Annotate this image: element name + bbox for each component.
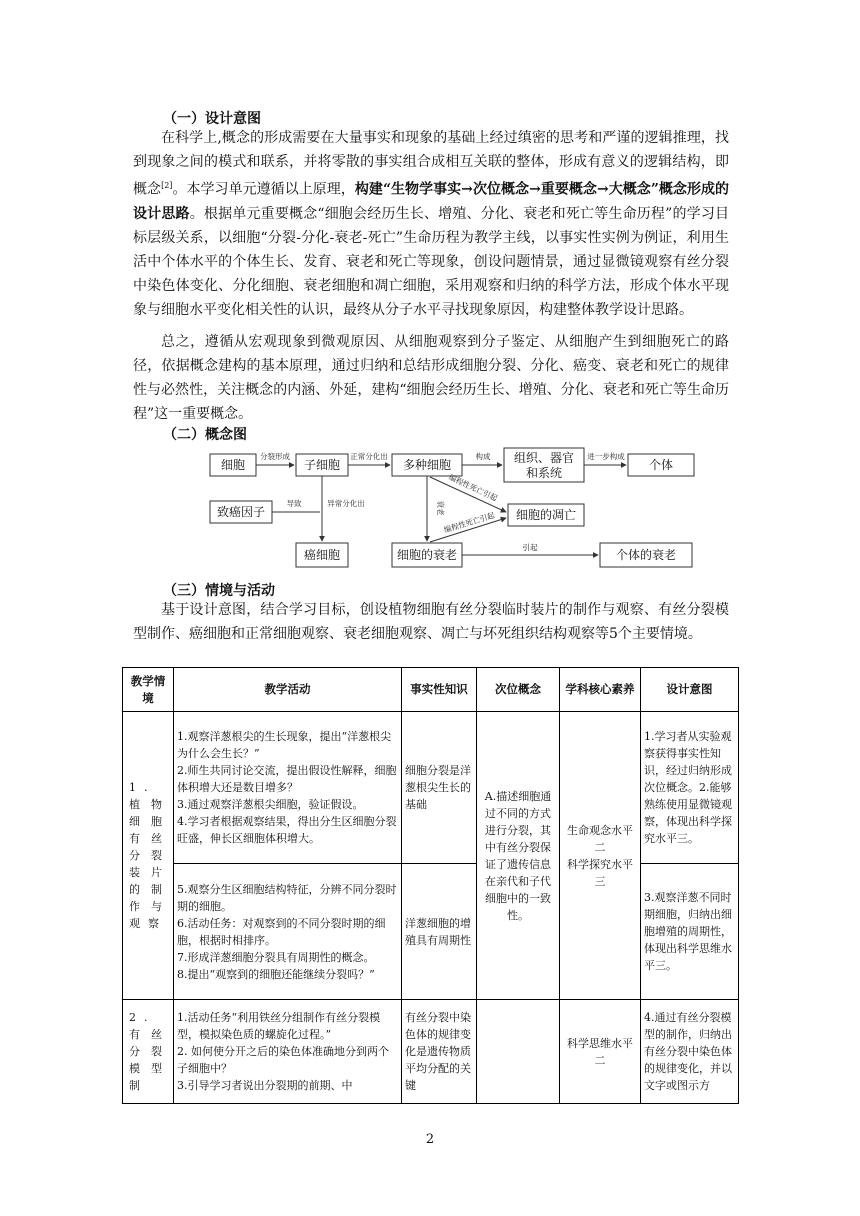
cell-intent-2: 4.通过有丝分裂模型的制作，归纳出有丝分裂中染色体的规律变化，并以文字或图示方 [641, 1000, 739, 1104]
activity-item: 8.提出“观察到的细胞还能继续分裂吗？” [177, 967, 375, 981]
design-intent-paragraph-1 [133, 126, 729, 322]
node-label-individual: 个体 [648, 458, 674, 472]
edge-label-further-compose: 进一步构成 [587, 452, 625, 461]
section-heading-design-intent: （一）设计意图 [163, 111, 261, 127]
node-label-many: 多种细胞 [402, 458, 452, 472]
header-intent: 设计意图 [641, 668, 739, 712]
cell-subconcept-1: A.描述细胞通过不同的方式进行分裂，其中有丝分裂保证了遗传信息在亲代和子代细胞中的一致性。 [477, 712, 560, 1000]
concept-map [208, 446, 698, 572]
citation-ref: [2] [161, 181, 173, 190]
page-number: 2 [425, 1132, 435, 1147]
cell-situation-2: 2. 有丝分裂模型制 [123, 1000, 174, 1104]
activity-item: 2. 如何使分开之后的染色体准确地分到两个子细胞中？ [177, 1045, 389, 1075]
para1-text-a: 在科学上,概念的形成需要在大量事实和现象的基础上经过缜密的思考和严谨的逻辑推理，找到现象之间的模式和联系，并将零散的事实组合成相互关联的整体，形成有意义的逻辑结构，即概念 [133, 130, 729, 198]
para1-text-b: 。本学习单元遵循以上原理， [172, 181, 355, 198]
table-row [123, 712, 739, 864]
header-literacy: 学科核心素养 [560, 668, 641, 712]
cell-intent-1a: 1.学习者从实验观察获得事实性知识，经过归纳形成次位概念。2.能够熟练使用显微镜观察，体现出科学探究水平三。 [641, 712, 739, 864]
section-heading-situations: （三）情境与活动 [163, 583, 275, 599]
edge-label-normal-diff: 正常分化出 [350, 452, 388, 461]
para1-bold-text: 构建“生物学事实→次位概念→重要概念→大概念”概念形成的设计思路 [133, 181, 730, 222]
edge-label-lead-to: 引起 [522, 543, 538, 552]
table-row [123, 1000, 739, 1104]
cell-subconcept-2 [477, 1000, 560, 1104]
cell-facts-1a: 细胞分裂是洋葱根尖生长的基础 [402, 712, 477, 864]
edge-label-cause: 导致 [286, 499, 302, 508]
activity-item: 1.观察洋葱根尖的生长现象，提出“洋葱根尖为什么会生长？” [177, 730, 392, 760]
header-subconcept: 次位概念 [477, 668, 560, 712]
cell-intent-1b: 3.观察洋葱不同时期细胞，归纳出细胞增殖的周期性，体现出科学思维水平三。 [641, 864, 739, 1000]
header-situation: 教学情境 [123, 668, 174, 712]
activity-item: 7.形成洋葱细胞分裂具有周期性的概念。 [177, 950, 375, 964]
table-row [123, 864, 739, 1000]
node-label-cancer: 癌细胞 [303, 548, 341, 562]
table-header-row [123, 668, 739, 712]
design-intent-paragraph-2: 总之，遵循从宏观现象到微观原因、从细胞观察到分子鉴定、从细胞产生到细胞死亡的路径，依据概念建构的基本原理，通过归纳和总结形成细胞分裂、分化、癌变、衰老和死亡的规律性与必然性，关注概念的内涵、外延，建构“细胞会经历生长、增殖、分化、衰老和死亡等生命历程”这一重要概念。 [133, 334, 729, 422]
cell-facts-2: 有丝分裂中染色体的规律变化是遗传物质平均分配的关键 [402, 1000, 477, 1104]
cell-literacy-1 [560, 712, 641, 1000]
node-label-carcinogen: 致癌因子 [216, 505, 266, 519]
activity-item: 4.学习者根据观察结果，得出分生区细胞分裂旺盛，伸长区细胞体积增大。 [177, 815, 397, 845]
activity-item: 6.活动任务：对观察到的不同分裂时期的细胞，根据时相排序。 [177, 916, 386, 947]
activity-item: 1.活动任务“利用铁丝分组制作有丝分裂模型，模拟染色质的螺旋化过程。” [177, 1011, 381, 1041]
concept-map-svg [208, 446, 698, 572]
literacy-item: 科学探究水平三 [567, 857, 633, 888]
cell-activity-1a [174, 712, 402, 864]
node-label-apoptosis: 细胞的凋亡 [515, 508, 577, 522]
activity-item: 3.通过观察洋葱根尖细胞，验证假设。 [177, 798, 364, 811]
node-label-cell: 细胞 [220, 458, 246, 472]
node-label-tissue-2: 和系统 [525, 466, 563, 480]
activity-item: 2.师生共同讨论交流，提出假设性解释，细胞体积增大还是数目增多？ [177, 764, 397, 794]
edge-label-divide: 分裂形成 [260, 452, 290, 461]
edge-label-apoptosis-1: 编程性死亡引起 [447, 472, 499, 503]
para1-text-c: 。根据单元重要概念“细胞会经历生长、增殖、分化、衰老和死亡等生命历程”的学习目标层级关系，以细胞“分裂-分化-衰老-死亡”生命历程为教学主线，以事实性实例为例证，利用生活中个体水平的个体生长、发育、衰老和死亡等现象，创设问题情景，通过显微镜观察有丝分裂中染色体变化、分化细胞、衰老细胞和凋亡细胞，采用观察和归纳的科学方法，形成个体水平现象与细胞水平变化相关性的认识，最终从分子水平寻找现象原因，构建整体教学设计思路。 [133, 205, 730, 318]
situation-activity-table [122, 667, 739, 1104]
cell-situation-1: 1. 植物细胞有丝分裂装片的制作与观察 [123, 712, 174, 1000]
header-activity: 教学活动 [174, 668, 402, 712]
edge-label-apoptosis-2: 编程性死亡引起 [442, 510, 496, 535]
section-heading-concept-map: （二）概念图 [163, 427, 247, 443]
activity-item: 3.引导学习者说出分裂期的前期、中 [177, 1079, 353, 1092]
cell-literacy-2: 科学思维水平二 [560, 1000, 641, 1104]
node-label-daughter: 子细胞 [303, 458, 341, 472]
node-label-aging-individual: 个体的衰老 [615, 548, 677, 562]
edge-label-aging: 衰老 [436, 500, 445, 516]
node-label-aging-cell: 细胞的衰老 [396, 548, 458, 562]
situations-paragraph: 基于设计意图，结合学习目标，创设植物细胞有丝分裂临时装片的制作与观察、有丝分裂模型制作、癌细胞和正常细胞观察、衰老细胞观察、凋亡与坏死组织结构观察等5个主要情境。 [133, 602, 729, 642]
header-facts: 事实性知识 [402, 668, 477, 712]
node-label-tissue-1: 组织、器官 [513, 451, 575, 465]
activity-item: 5.观察分生区细胞结构特征，分辨不同分裂时期的细胞。 [177, 882, 397, 913]
edge-label-abnormal-diff: 异常分化出 [327, 499, 365, 508]
edge-label-compose: 构成 [475, 452, 491, 461]
literacy-item: 生命观念水平二 [567, 823, 633, 854]
cell-activity-1b [174, 864, 402, 1000]
cell-facts-1b: 洋葱细胞的增殖具有周期性 [402, 864, 477, 1000]
cell-activity-2 [174, 1000, 402, 1104]
